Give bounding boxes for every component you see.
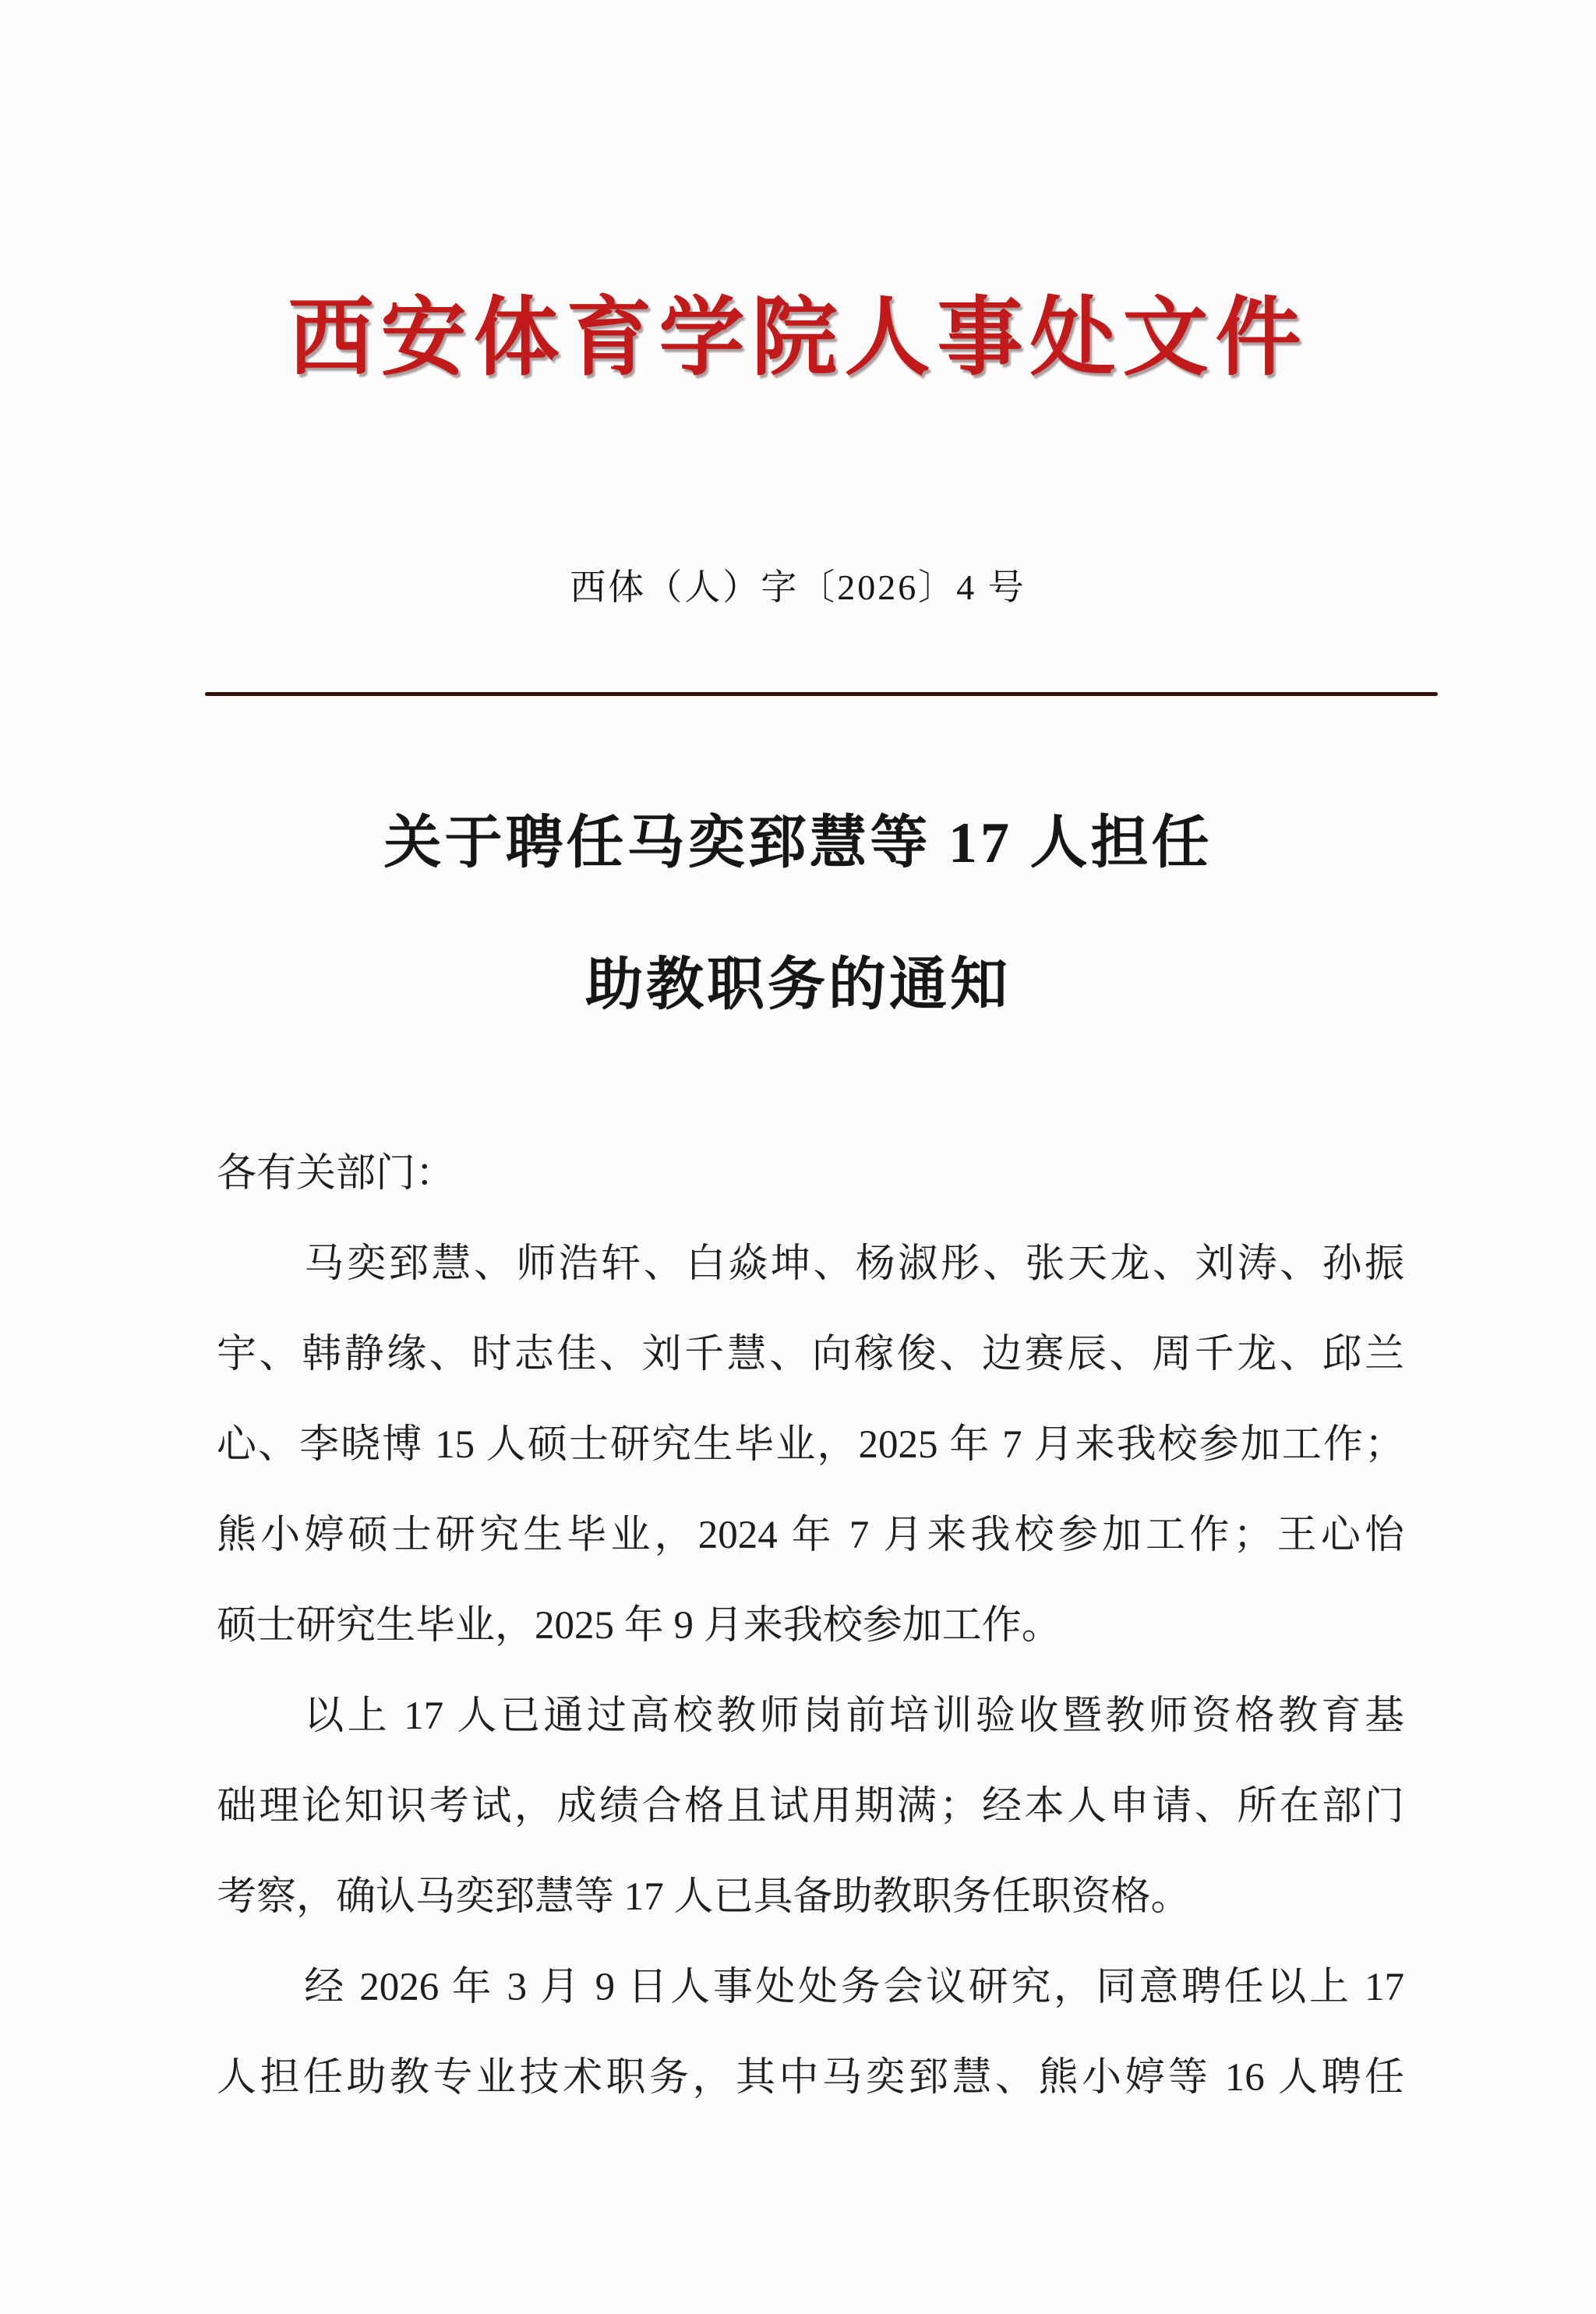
body-line: 考察，确认马奕郅慧等 17 人已具备助教职务任职资格。: [217, 1875, 1191, 1919]
salutation: 各有关部门：: [217, 1152, 456, 1196]
notice-title-line1: 关于聘任马奕郅慧等 17 人担任: [383, 811, 1213, 875]
body-line: 马奕郅慧、师浩轩、白焱坤、杨淑彤、张天龙、刘涛、孙振: [304, 1242, 1404, 1286]
document-number: 西体（人）字〔2026〕4 号: [570, 567, 1026, 607]
body-line: 础理论知识考试，成绩合格且试用期满；经本人申请、所在部门: [217, 1785, 1404, 1828]
body-line: 经 2026 年 3 月 9 日人事处处务会议研究，同意聘任以上 17: [304, 1966, 1404, 2009]
body-line: 人担任助教专业技术职务，其中马奕郅慧、熊小婷等 16 人聘任: [217, 2056, 1404, 2100]
notice-title-line2: 助教职务的通知: [585, 953, 1011, 1017]
body-line: 宇、韩静缘、时志佳、刘千慧、向稼俊、边赛辰、周千龙、邱兰: [217, 1333, 1404, 1376]
header-divider: [205, 692, 1438, 696]
body-line: 心、李晓博 15 人硕士研究生毕业，2025 年 7 月来我校参加工作；: [217, 1423, 1404, 1467]
notice-body: [217, 1129, 1404, 2123]
body-line: 熊小婷硕士研究生毕业，2024 年 7 月来我校参加工作；王心怡: [217, 1514, 1404, 1557]
letterhead-title: 西安体育学院人事处文件: [288, 291, 1308, 386]
body-line: 硕士研究生毕业，2025 年 9 月来我校参加工作。: [217, 1604, 1061, 1648]
body-line: 以上 17 人已通过高校教师岗前培训验收暨教师资格教育基: [304, 1694, 1404, 1738]
